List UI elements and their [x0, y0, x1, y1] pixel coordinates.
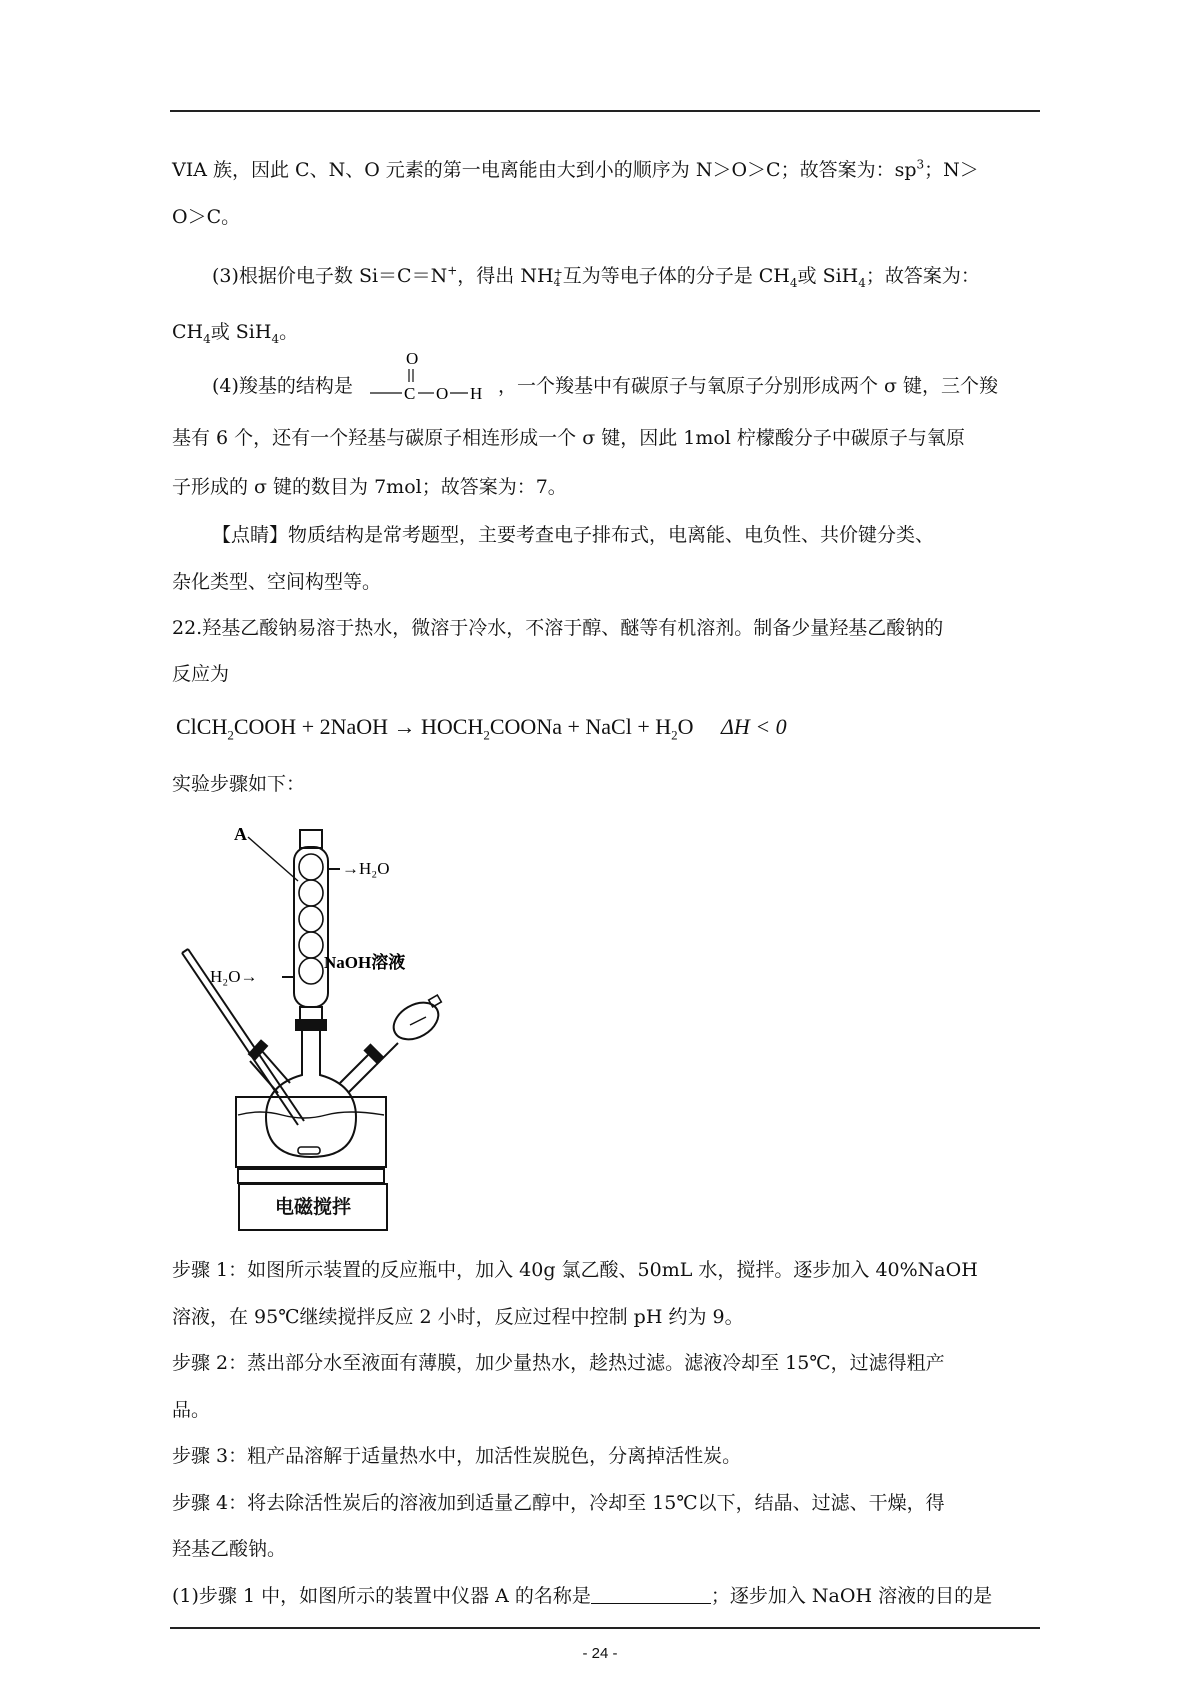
mol-c: C [404, 384, 416, 403]
mol-o: O [436, 384, 449, 403]
text-line: 步骤 1：如图所示装置的反应瓶中，加入 40g 氯乙酸、50mL 水，搅拌。逐步加入 40%NaOH [172, 1259, 978, 1281]
apparatus-figure [180, 825, 500, 1185]
text-line: O＞C。 [172, 206, 241, 228]
footer-rule [170, 1627, 1040, 1629]
text-line: 【点睛】物质结构是常考题型，主要考查电子排布式，电离能、电负性、共价键分类、 [212, 524, 935, 546]
mol-h: H [470, 384, 483, 403]
text-line: 步骤 3：粗产品溶解于适量热水中，加活性炭脱色，分离掉活性炭。 [172, 1445, 742, 1467]
text-line: (1)步骤 1 中，如图所示的装置中仪器 A 的名称是 ；逐步加入 NaOH 溶液的目的是 [172, 1585, 993, 1607]
reaction-equation: ClCH$_2$COOH + 2NaOH → $HOCH_2COONa$ + NaCl + $H_2O$ ΔH < 0 [176, 714, 787, 743]
header-rule [170, 110, 1040, 112]
text-line: (3)根据价电子数 Si＝C＝N+，得出 NH + 4 互为等电子体的分子是 $CH_4$或 SiH$_4$；故答案为： [212, 263, 980, 290]
label-naoh: NaOH溶液 [324, 953, 406, 972]
text-line: 步骤 2：蒸出部分水至液面有薄膜，加少量热水，趁热过滤。滤液冷却至 15℃，过滤得粗产 [172, 1352, 945, 1374]
mol-o-top: O [406, 350, 419, 368]
text-line: 实验步骤如下： [172, 773, 306, 795]
text-line: 羟基乙酸钠。 [172, 1538, 287, 1560]
page-number: - 24 - [582, 1645, 618, 1662]
text-line: 杂化类型、空间构型等。 [172, 571, 382, 593]
text-line: VIA 族，因此 C、N、O 元素的第一电离能由大到小的顺序为 N＞O＞C；故答案为：$sp^3$；N＞ [172, 157, 979, 181]
text-line: 品。 [172, 1399, 211, 1421]
label-h2o-out: →H₂O [342, 859, 390, 878]
text-line: $CH_4$或 SiH$_4$。 [172, 321, 299, 346]
text-line: 基有 6 个，还有一个羟基与碳原子相连形成一个 σ 键，因此 1mol 柠檬酸分子中碳原子与氧原 [172, 427, 965, 449]
text-line: 步骤 4：将去除活性炭后的溶液加到适量乙醇中，冷却至 15℃以下，结晶、过滤、干燥，得 [172, 1492, 945, 1514]
text-line: 溶液，在 95℃继续搅拌反应 2 小时，反应过程中控制 pH 约为 9。 [172, 1306, 744, 1328]
label-h2o-in: H₂O→ [210, 967, 258, 986]
text-line: 22.羟基乙酸钠易溶于热水，微溶于冷水，不溶于醇、醚等有机溶剂。制备少量羟基乙酸钠的 [172, 617, 944, 639]
carboxyl-structure [368, 350, 498, 404]
text-line: 子形成的 σ 键的数目为 7mol；故答案为：7。 [172, 476, 567, 498]
answer-blank [591, 1585, 711, 1604]
text-line: ，一个羧基中有碳原子与氧原子分别形成两个 σ 键，三个羧 [498, 375, 999, 397]
stirrer-box: 电磁搅拌 [238, 1183, 388, 1231]
text-line: 反应为 [172, 663, 230, 685]
label-a: A [234, 825, 247, 844]
text-line: (4)羧基的结构是 [212, 375, 353, 397]
